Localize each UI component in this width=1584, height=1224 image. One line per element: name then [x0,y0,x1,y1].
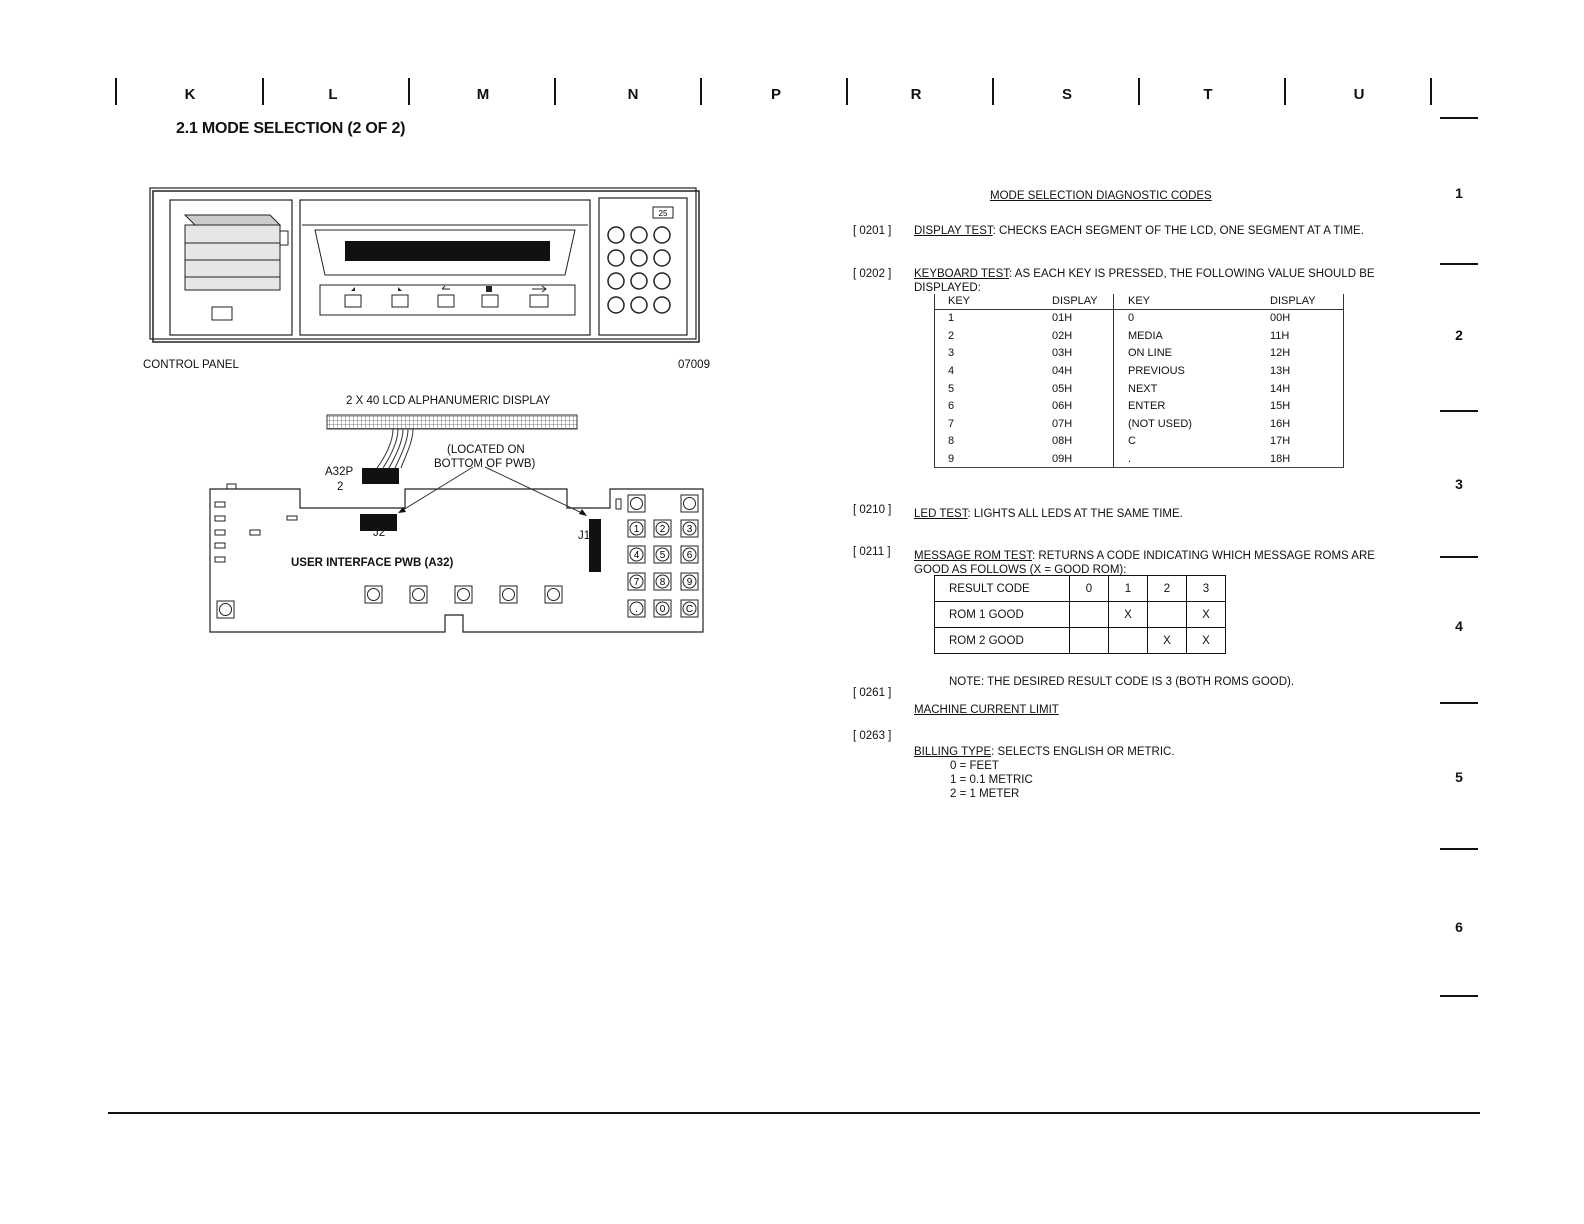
code-0202: [ 0202 ] [853,268,892,280]
billing-option-1: 1 = 0.1 METRIC [950,774,1033,786]
located-note-line1: (LOCATED ON [447,444,525,456]
table-cell: 08H [1038,433,1114,451]
table-row [935,576,1226,602]
table-cell [1109,628,1148,654]
table-cell: 15H [1270,400,1291,413]
table-cell: (NOT USED) [1128,417,1192,430]
table-row [934,328,1343,346]
row-number-6: 6 [1455,919,1463,935]
column-letter-n: N [627,86,639,103]
table-cell: 04H [1038,363,1114,381]
column-divider [846,78,848,105]
svg-text:6: 6 [686,550,693,561]
table-header-row [934,294,1343,310]
lcd-display-label: 2 X 40 LCD ALPHANUMERIC DISPLAY [346,395,551,407]
row-number-5: 5 [1455,769,1463,785]
code-0201: [ 0201 ] [853,225,892,237]
row-number-4: 4 [1455,618,1463,634]
billing-option-2: 2 = 1 METER [950,788,1020,800]
table-cell: 2 [948,329,955,342]
column-letter-s: S [1061,86,1072,103]
table-cell: ENTER [1128,400,1166,413]
table-row [934,416,1343,434]
table-cell [1070,628,1109,654]
j1-label: J1 [578,530,591,542]
keypad-label: 25 [658,209,668,218]
svg-text:4: 4 [633,550,640,561]
table-cell: 17H [1270,435,1291,448]
row-number-2: 2 [1455,327,1463,343]
keyboard-test-desc: : AS EACH KEY IS PRESSED, THE FOLLOWING VALUE SHOULD BE [1009,268,1375,280]
column-divider [1138,78,1140,105]
table-cell: 14H [1270,382,1291,395]
table-cell: 9 [948,453,955,466]
table-cell: ROM 2 GOOD [935,628,1070,654]
led-test-name: LED TEST [914,508,968,520]
a32p-connector [362,468,399,484]
table-cell: 02H [1038,328,1114,346]
led-test-entry [914,508,1183,520]
table-cell: 07H [1038,416,1114,434]
control-panel-illustration [140,185,720,350]
j1-connector [589,519,601,572]
table-cell: 12H [1270,347,1291,360]
row-tick [1440,410,1478,412]
lcd-connector [327,415,577,429]
billing-type-desc: : SELECTS ENGLISH OR METRIC. [991,746,1175,758]
column-header: KEY [1114,294,1257,310]
j2-label: J2 [373,527,386,539]
column-divider [262,78,264,105]
table-cell: 01H [1038,310,1114,328]
column-header: DISPLAY [1038,294,1114,310]
located-note-line2: BOTTOM OF PWB) [434,458,536,470]
table-cell: 3 [948,347,955,360]
code-0261: [ 0261 ] [853,687,892,699]
page-title: 2.1 MODE SELECTION (2 OF 2) [176,120,406,137]
svg-text:.: . [635,604,638,615]
svg-text:8: 8 [659,577,666,588]
table-cell: 09H [1038,451,1114,469]
board-outline [210,489,703,632]
a32p-pin: 2 [337,481,344,493]
table-row [935,628,1226,654]
table-cell: 1 [948,312,955,325]
table-cell: X [1187,602,1226,628]
control-panel-caption: CONTROL PANEL [143,359,239,371]
message-rom-test-desc: : RETURNS A CODE INDICATING WHICH MESSAGE ROMS ARE [1032,550,1375,562]
display-test-desc: : CHECKS EACH SEGMENT OF THE LCD, ONE SEGMENT AT A TIME. [992,225,1364,237]
column-divider [1284,78,1286,105]
table-row [934,398,1343,416]
bottom-rule [108,1112,1480,1114]
led-test-desc: : LIGHTS ALL LEDS AT THE SAME TIME. [967,508,1183,520]
figure-number: 07009 [678,359,710,371]
message-rom-test-desc2: GOOD AS FOLLOWS (X = GOOD ROM): [914,564,1127,576]
table-row [934,380,1343,398]
column-letter-l: L [328,86,338,103]
row-number-3: 3 [1455,476,1463,492]
billing-type-name: BILLING TYPE [914,746,992,758]
table-cell: X [1109,602,1148,628]
column-divider [1430,78,1432,105]
table-cell: RESULT CODE [935,576,1070,602]
svg-text:9: 9 [686,577,693,588]
display-test-name: DISPLAY TEST [914,225,993,237]
table-cell: 2 [1148,576,1187,602]
table-cell: PREVIOUS [1128,365,1185,378]
table-row [934,345,1343,363]
column-header: DISPLAY [1256,294,1343,310]
column-divider [992,78,994,105]
table-cell: 1 [1109,576,1148,602]
table-row [934,451,1343,469]
billing-type-entry [914,746,1175,758]
svg-text:C: C [685,604,694,615]
svg-text:0: 0 [659,604,666,615]
table-cell: ON LINE [1128,347,1173,360]
diagnostics-heading: MODE SELECTION DIAGNOSTIC CODES [990,190,1212,202]
table-row [935,602,1226,628]
printer-icon [185,215,288,290]
table-cell: 0 [1070,576,1109,602]
a32p-label: A32P [325,466,354,478]
code-0211: [ 0211 ] [853,546,891,558]
column-divider [700,78,702,105]
row-tick [1440,263,1478,265]
svg-text:2: 2 [659,524,666,535]
table-cell: 18H [1270,453,1291,466]
svg-text:5: 5 [659,550,666,561]
keypad-keys [608,227,670,313]
table-cell: 6 [948,400,955,413]
table-cell: 8 [948,435,955,448]
table-cell: X [1187,628,1226,654]
table-cell: 13H [1270,365,1291,378]
table-cell: X [1148,628,1187,654]
table-cell [1148,602,1187,628]
column-divider [115,78,117,105]
row-tick [1440,117,1478,119]
column-header: KEY [934,294,1038,310]
rom-result-table [934,575,1226,654]
table-cell: 7 [948,417,955,430]
table-cell: 06H [1038,398,1114,416]
message-rom-test-entry [914,550,1375,562]
table-cell: 5 [948,382,955,395]
table-cell: C [1128,435,1136,448]
column-divider [554,78,556,105]
display-buttons [345,286,548,307]
keyboard-table [934,294,1343,467]
keyboard-test-entry [914,268,1375,280]
lcd-display [345,241,550,261]
table-cell: 00H [1270,312,1291,325]
billing-option-0: 0 = FEET [950,760,999,772]
table-cell: MEDIA [1128,329,1163,342]
column-divider [408,78,410,105]
row-tick [1440,995,1478,997]
row-tick [1440,556,1478,558]
board-label: USER INTERFACE PWB (A32) [291,557,454,569]
row-tick [1440,848,1478,850]
table-row [934,363,1343,381]
table-cell [1070,602,1109,628]
row-tick [1440,702,1478,704]
column-letter-k: K [184,86,196,103]
code-0263: [ 0263 ] [853,730,892,742]
machine-current-limit: MACHINE CURRENT LIMIT [914,704,1059,716]
table-cell: . [1128,453,1132,466]
column-letter-m: M [476,86,490,103]
keyboard-test-name: KEYBOARD TEST [914,268,1010,280]
rom-note: NOTE: THE DESIRED RESULT CODE IS 3 (BOTH ROMS GOOD). [949,676,1295,688]
table-cell: 05H [1038,380,1114,398]
column-letter-p: P [770,86,781,103]
column-letter-r: R [910,86,922,103]
table-cell: 16H [1270,417,1291,430]
table-cell: NEXT [1128,382,1158,395]
table-row [934,310,1343,328]
table-row [934,433,1343,451]
table-cell: 03H [1038,345,1114,363]
column-letter-u: U [1353,86,1365,103]
table-cell: 4 [948,365,955,378]
svg-text:7: 7 [633,577,640,588]
code-0210: [ 0210 ] [853,504,892,516]
led-buttons [365,495,698,603]
table-cell: 3 [1187,576,1226,602]
row-number-1: 1 [1455,185,1463,201]
table-cell: ROM 1 GOOD [935,602,1070,628]
svg-text:1: 1 [633,524,640,535]
column-letter-t: T [1203,86,1213,103]
table-cell: 0 [1128,312,1135,325]
table-cell: 11H [1270,329,1290,342]
pwb-keypad-labels [634,524,693,615]
message-rom-test-name: MESSAGE ROM TEST [914,550,1033,562]
svg-text:3: 3 [686,524,693,535]
display-test-entry [914,225,1364,237]
keyboard-test-desc2: DISPLAYED: [914,282,981,294]
